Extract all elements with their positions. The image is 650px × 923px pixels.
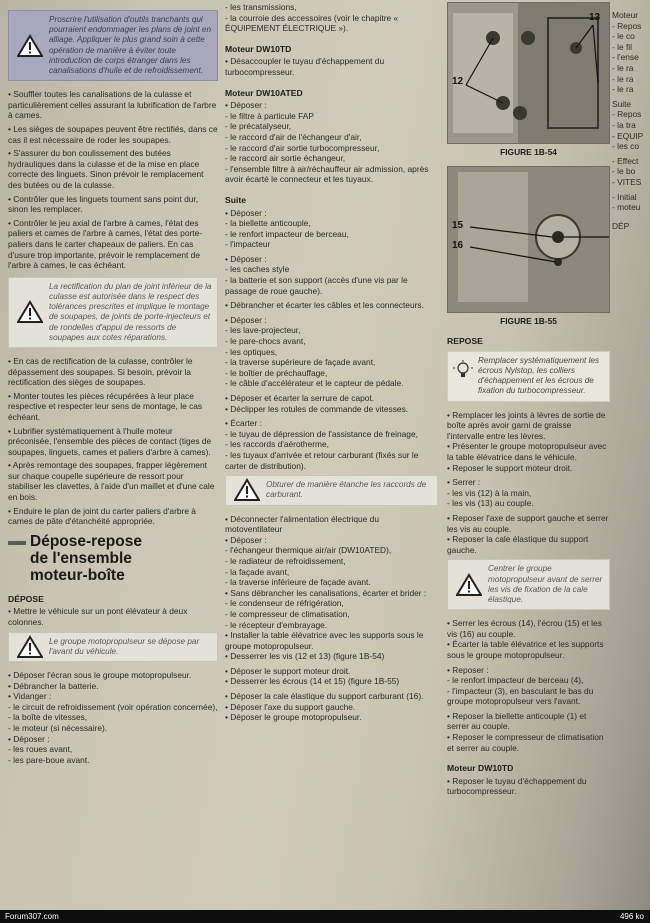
title-line-3: moteur-boîte [30,566,125,584]
text-line: • Débrancher la batterie. [8,680,99,691]
suite-lines [225,208,438,472]
fig2-label-16: 16 [452,239,464,251]
fig1-label-12: 12 [452,76,464,87]
text-line: • Déposer : [225,314,267,325]
text-line: • Déposer l'écran sous le groupe motopropulseur. [8,670,192,681]
text-line: • Présenter le groupe motopropulseur avec la table élévatrice dans le véhicule. [447,441,607,462]
text-line: - moteu [612,202,641,213]
text-line: - le raccord air sortie échangeur, [225,153,346,164]
text-line: • Déposer : [8,733,50,744]
text-line: - le radiateur de refroidissement, [225,555,346,566]
text-line: - le compresseur de climatisation, [225,608,350,619]
text-line: - les roues avant, [8,744,73,755]
figure-1b-55 [447,166,610,313]
text-line: • Reposer : [447,664,489,675]
repose-lines-1 [447,410,610,556]
text-line: - le filtre à particule FAP [225,110,314,121]
lightbulb-icon [453,360,473,380]
forum-footer-bar [0,910,650,923]
text-line: • Monter toutes les pièces récupérées à leur place respective et respecter leur sens de montage, le cas échéant. [8,390,203,422]
text-line: • Déposer et écarter la serrure de capot. [225,393,375,403]
text-line: - les vis (12) à la main, [447,487,532,498]
warning-text: Centrer le groupe motopropulseur avant de serrer les vis de fixation de la cale élastique. [488,564,603,604]
section-title [30,533,218,584]
text-line: • Débrancher et écarter les câbles et les connecteurs. [225,300,424,311]
text-line: • Déposer la cale élastique du support carburant (16). [225,691,424,702]
text-line: • Souffler toutes les canalisations de la culasse et particulièrement celles assurant la lubrification de l'arbre à cames. [8,89,217,121]
text-line: - le raccord d'air de l'échangeur d'air, [225,131,362,142]
text-line: • Déposer : [225,100,267,111]
figure-caption-2: FIGURE 1B-55 [500,315,557,326]
warning-box-1 [8,10,218,81]
text-line: • Reposer le support moteur droit. [447,462,573,473]
text-line: - l'échangeur thermique air/air (DW10ATED), [225,545,392,556]
title-line-2: de l'ensemble [30,549,132,567]
depose-heading: DÉPOSE [8,593,44,604]
warning-triangle-icon [17,300,43,324]
text-line: • Installer la table élévatrice avec les supports sous le groupe motopropulseur. [225,630,424,651]
repose-lines-2 [447,618,610,753]
dw10ated-lines [225,100,438,185]
text-line: - le câble d'accélérateur et le capteur de pédale. [225,378,404,389]
repose-heading: REPOSE [447,336,483,347]
text-line: - les co [612,141,639,152]
text-line: • Reposer la biellette anticouple (1) et serrer au couple. [447,710,587,732]
text-line: • S'assurer du bon coulissement des butées hydrauliques dans la culasse et de la mise en place correcte des linguets. Sinon prévoir le remplacement des butées ou de la culasse. [8,148,204,190]
fig2-label-15: 15 [452,219,464,231]
dw10ated-heading: Moteur DW10ATED [225,87,303,98]
warning-text: Obturer de manière étanche les raccords de carburant. [266,480,427,500]
text-line: - le boîtier de préchauffage, [225,367,328,378]
text-line: • Serrer les écrous (14), l'écrou (15) et les vis (16) au couple. [447,618,602,639]
bullet-list-1 [8,89,218,271]
bullet-list-3 [8,670,218,765]
text-line: • Contrôler que les linguets tournent sans point dur, sinon les remplacer. [8,193,199,215]
text-line: - le fil [612,41,633,52]
warning-triangle-icon [456,573,482,597]
warning-triangle-icon [17,34,43,58]
text-line: - les caches style [225,264,290,275]
warning-box-3 [8,632,218,662]
text-line: - le tuyau de dépression de l'assistance de freinage, [225,428,418,439]
text-line: - la traverse supérieure de façade avant, [225,357,376,368]
text-line: - le moteur (si nécessaire). [8,723,108,733]
text-line: - EQUIP [612,130,644,141]
text-line: - le circuit de refroidissement (voir opération concernée), [8,701,218,712]
text-line: • Serrer : [447,477,481,488]
text-line: • Reposer l'axe de support gauche et serrer les vis au couple. [447,512,609,534]
text-line: - Repos [612,20,642,31]
tip-box [447,351,610,402]
text-line: • Vidanger : [8,691,52,702]
text-line: - l'ensemble filtre à air/réchauffeur air admission, après avoir écarté le connecteur et les tuyaux. [225,163,429,185]
dw10td-text-2: • Reposer le tuyau d'échappement du turbocompresseur. [447,775,587,797]
text-line: - l'impacteur (3), en basculant le bas du groupe motopropulseur vers l'avant. [447,685,594,707]
text-line: • Déposer : [225,207,267,218]
warning-triangle-icon [17,635,43,659]
depose-intro: • Mettre le véhicule sur un pont élévateur à deux colonnes. [8,606,188,628]
text-line: - les lave-projecteur, [225,325,301,336]
dw10td-text: • Désaccoupler le tuyau d'échappement du turbocompresseur. [225,56,385,77]
text-line: - le bo [612,166,636,177]
text-line: • Lubrifier systématiquement à l'huile moteur préconisée, l'ensemble des pièces de contact (tiges de soupapes, linguets, cames et paliers d'arbre à cames). [8,425,212,457]
text-line: • Desserrer les vis (12 et 13) (figure 1B-54) [225,651,385,662]
text-line: - la traverse inférieure de façade avant. [225,577,371,588]
text-line: - la batterie et son support (accès d'une vis par le passage de roue gauche). [225,275,408,296]
text-line: • Déposer le support moteur droit. [225,665,351,676]
text-line: - Initial [612,191,637,202]
text-line: • Écarter : [225,418,262,429]
text-line: - les transmissions, [225,2,297,12]
text-line: - la façade avant, [225,566,290,577]
text-line: - les pare-boue avant. [8,754,90,765]
warning-box-5 [447,559,610,610]
text-line: • Remplacer les joints à lèvres de sortie de boîte après avoir garni de graisse l'intervalle entre les lèvres. [447,409,606,441]
partial-lines [612,10,650,231]
text-line: • Reposer le compresseur de climatisation et serrer au couple. [447,732,604,753]
text-line: - le récepteur d'embrayage. [225,619,328,630]
text-line: - la tra [612,119,636,130]
text-line: • Reposer la cale élastique du support gauche. [447,534,589,555]
file-size: 496 ko [619,912,644,921]
text-line: - Effect [612,155,639,166]
dw10td-heading: Moteur DW10TD [225,43,292,54]
text-line: • Déposer le groupe motopropulseur. [225,712,362,723]
warning-text: Le groupe motopropulseur se dépose par l'avant du véhicule. [49,636,200,656]
bottom-lines [225,514,438,723]
text-line: - la biellette anticouple, [225,218,311,229]
tip-text: Remplacer systématiquement les écrous Nylstop, les colliers d'échappement et les écrous de fixation du turbocompresseur. [478,355,600,396]
figure-caption-1: FIGURE 1B-54 [500,147,557,157]
text-line: - le ra [612,84,634,95]
text-line: DÉP [612,220,630,231]
text-line: • Déclipper les rotules de commande de vitesses. [225,403,409,414]
text-line: - les optiques, [225,346,278,357]
text-line: - le pare-chocs avant, [225,336,306,347]
text-line: • Déposer : [225,253,267,264]
text-line: - le renfort impacteur de berceau, [225,228,349,239]
text-line: Moteur [612,10,639,20]
column-3 [447,2,610,800]
text-line: - les raccords d'aérotherme, [225,439,330,450]
text-line: - le co [612,31,635,42]
warning-triangle-icon [234,478,260,502]
text-line: - les vis (13) au couple. [447,498,534,509]
dw10td-heading-2: Moteur DW10TD [447,763,514,774]
text-line: - le renfort impacteur de berceau (4), [447,675,584,686]
warning-text: Proscrire l'utilisation d'outils tranchants qui pourraient endommager les plans de joint en alliage. Appliquer le plus grand soin à cette opération de manière à éviter toute introduction de corps étranger dans les canalisations d'huile et de refroidissement. [49,15,212,76]
text-line: - Repos [612,109,642,120]
top-lines [225,2,438,34]
text-line: - le condenseur de réfrigération, [225,598,344,609]
column-2 [225,2,438,723]
text-line: - le ra [612,73,634,84]
fig1-label-13: 13 [589,12,601,23]
title-line-1: Dépose-repose [30,532,142,550]
text-line: • Les sièges de soupapes peuvent être rectifiés, dans ce cas il est nécessaire de roder les soupapes. [8,124,218,145]
text-line: • Déposer l'axe du support gauche. [225,701,356,712]
text-line: - le raccord d'air sortie turbocompresseur, [225,142,380,153]
column-1 [8,6,218,765]
text-line: - VITES [612,176,642,187]
text-line: • Desserrer les écrous (14 et 15) (figure 1B-55) [225,676,400,687]
text-line: • Contrôler le jeu axial de l'arbre à cames, l'état des paliers et cames de l'arbre à cames, l'état des porte-paliers dans le carter chapeaux de paliers. En cas d'usure trop importante, prévoir le remplacement de l'arbre à cames, le cas échéant. [8,217,203,271]
text-line: - le ra [612,62,634,73]
engine-photo-2 [448,167,610,312]
warning-box-2 [8,277,218,348]
text-line: - le précatalyseur, [225,121,292,132]
text-line: Suite [612,98,632,109]
bullet-list-2 [8,356,218,527]
warning-box-4 [225,475,438,505]
figure-1b-54 [447,2,610,144]
text-line: • Déconnecter l'alimentation électrique du motoventilateur [225,513,379,535]
engine-photo-1 [448,3,610,143]
text-line: • Sans débrancher les canalisations, écarter et brider : [225,587,427,598]
text-line: • Enduire le plan de joint du carter paliers d'arbre à cames de pâte d'étanchéité appropriée. [8,505,196,527]
text-line: • Écarter la table élévatrice et les supports sous le groupe motopropulseur. [447,639,604,660]
text-line: • Après remontage des soupapes, frapper légèrement sur chaque coupelle supérieure de ressort pour stabiliser les clavettes, à l'aide d'un maillet et d'une cale en bois. [8,460,215,503]
forum-name: Forum307.com [5,912,59,921]
text-line: - la courroie des accessoires (voir le chapitre « ÉQUIPEMENT ÉLECTRIQUE »). [225,12,399,34]
warning-text: La rectification du plan de joint inférieur de la culasse est autorisée dans le respect des tolérances prescrites et implique le montage de soupapes, de joints de porte-injecteurs et de rondelles d'appui de ressorts de soupapes aux cotes réparations. [49,281,212,342]
text-line: - les tuyaux d'arrivée et retour carburant (fixés sur le carter de distribution). [225,449,419,471]
text-line: - l'impacteur [225,239,271,250]
text-line: • En cas de rectification de la culasse, contrôler le dépassement des soupapes. Si besoin, prévoir la rectification des sièges de soupapes. [8,355,193,388]
text-line: • Déposer : [225,534,267,545]
text-line: - la boîte de vitesses, [8,712,88,723]
suite-heading: Suite [225,194,247,205]
column-4-partial [612,10,650,231]
text-line: - l'ense [612,52,639,63]
